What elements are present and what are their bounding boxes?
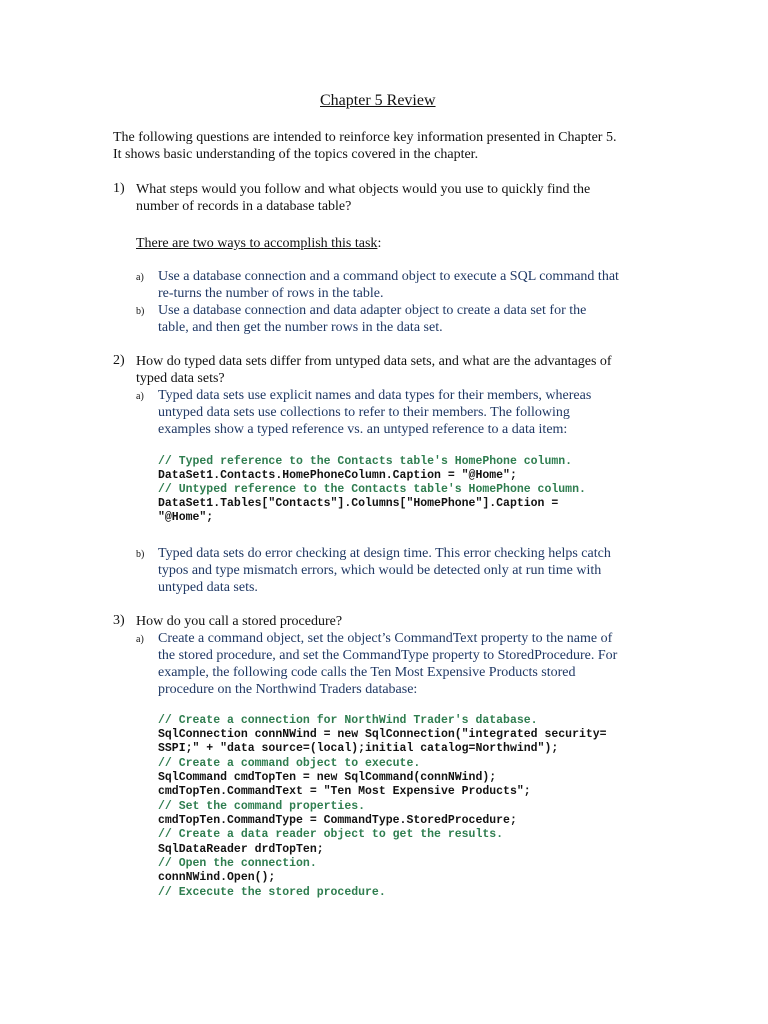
question-3-line-1: How do you call a stored procedure? xyxy=(136,614,343,629)
code-comment-line: // Create a command object to execute. xyxy=(158,757,421,770)
code-comment-line: // Untyped reference to the Contacts table's HomePhone column. xyxy=(158,483,586,496)
code-line: "@Home"; xyxy=(158,511,214,524)
answer-1a-line-2: re-turns the number of rows in the table. xyxy=(158,286,384,301)
answer-2b-marker: b) xyxy=(136,549,145,560)
answer-2a-line-2: untyped data sets use collections to refer to their members. The following xyxy=(158,405,570,420)
code-line: SSPI;" + "data source=(local);initial catalog=Northwind"); xyxy=(158,742,559,755)
question-1-line-1: What steps would you follow and what objects would you use to quickly find the xyxy=(136,182,591,197)
code-line: SqlDataReader drdTopTen; xyxy=(158,843,324,856)
code-comment-line: // Open the connection. xyxy=(158,857,317,870)
page-title: Chapter 5 Review xyxy=(320,92,436,109)
question-2-line-1: How do typed data sets differ from untyped data sets, and what are the advantages of xyxy=(136,354,612,369)
answer-2b-line-1: Typed data sets do error checking at design time. This error checking helps catch xyxy=(158,546,611,561)
answer-2a-line-3: examples show a typed reference vs. an untyped reference to a data item: xyxy=(158,422,568,437)
answer-2a-line-1: Typed data sets use explicit names and data types for their members, whereas xyxy=(158,388,592,403)
answer-3a-line-2: the stored procedure, and set the CommandType property to StoredProcedure. For xyxy=(158,648,618,663)
question-1-lead-suffix: : xyxy=(377,236,382,251)
question-1-line-2: number of records in a database table? xyxy=(136,199,352,214)
code-line: cmdTopTen.CommandText = "Ten Most Expensive Products"; xyxy=(158,785,531,798)
question-1-lead xyxy=(136,235,381,252)
question-1-number: 1) xyxy=(113,181,125,196)
answer-3a-line-1: Create a command object, set the object’s CommandText property to the name of xyxy=(158,631,613,646)
code-comment-line: // Create a data reader object to get the results. xyxy=(158,828,504,841)
code-comment-line: // Set the command properties. xyxy=(158,800,366,813)
answer-3a-line-3: example, the following code calls the Ten Most Expensive Products stored xyxy=(158,665,576,680)
answer-1a-marker: a) xyxy=(136,272,144,283)
question-1-lead-text: There are two ways to accomplish this task xyxy=(136,236,378,251)
answer-2b-line-3: untyped data sets. xyxy=(158,580,258,595)
code-line: SqlConnection connNWind = new SqlConnection("integrated security= xyxy=(158,728,607,741)
answer-1b-marker: b) xyxy=(136,306,145,317)
answer-1b-line-1: Use a database connection and data adapter object to create a data set for the xyxy=(158,303,587,318)
code-line: connNWind.Open(); xyxy=(158,871,276,884)
answer-3a-marker: a) xyxy=(136,634,144,645)
code-comment-line: // Create a connection for NorthWind Trader's database. xyxy=(158,714,538,727)
code-line: DataSet1.Tables["Contacts"].Columns["HomePhone"].Caption = xyxy=(158,497,559,510)
intro-line-1: The following questions are intended to reinforce key information presented in Chapter 5. xyxy=(113,130,617,145)
answer-3a-line-4: procedure on the Northwind Traders database: xyxy=(158,682,418,697)
question-3-number: 3) xyxy=(113,613,125,628)
question-2-line-2: typed data sets? xyxy=(136,371,225,386)
code-comment-line: // Excecute the stored procedure. xyxy=(158,886,386,899)
code-line: cmdTopTen.CommandType = CommandType.StoredProcedure; xyxy=(158,814,517,827)
answer-1b-line-2: table, and then get the number rows in the data set. xyxy=(158,320,443,335)
answer-2a-marker: a) xyxy=(136,391,144,402)
code-comment-line: // Typed reference to the Contacts table's HomePhone column. xyxy=(158,455,573,468)
answer-2b-line-2: typos and type mismatch errors, which would be detected only at run time with xyxy=(158,563,602,578)
intro-line-2: It shows basic understanding of the topics covered in the chapter. xyxy=(113,147,479,162)
question-2-number: 2) xyxy=(113,353,125,368)
answer-1a-line-1: Use a database connection and a command object to execute a SQL command that xyxy=(158,269,619,284)
code-line: SqlCommand cmdTopTen = new SqlCommand(connNWind); xyxy=(158,771,497,784)
code-line: DataSet1.Contacts.HomePhoneColumn.Caption = "@Home"; xyxy=(158,469,517,482)
